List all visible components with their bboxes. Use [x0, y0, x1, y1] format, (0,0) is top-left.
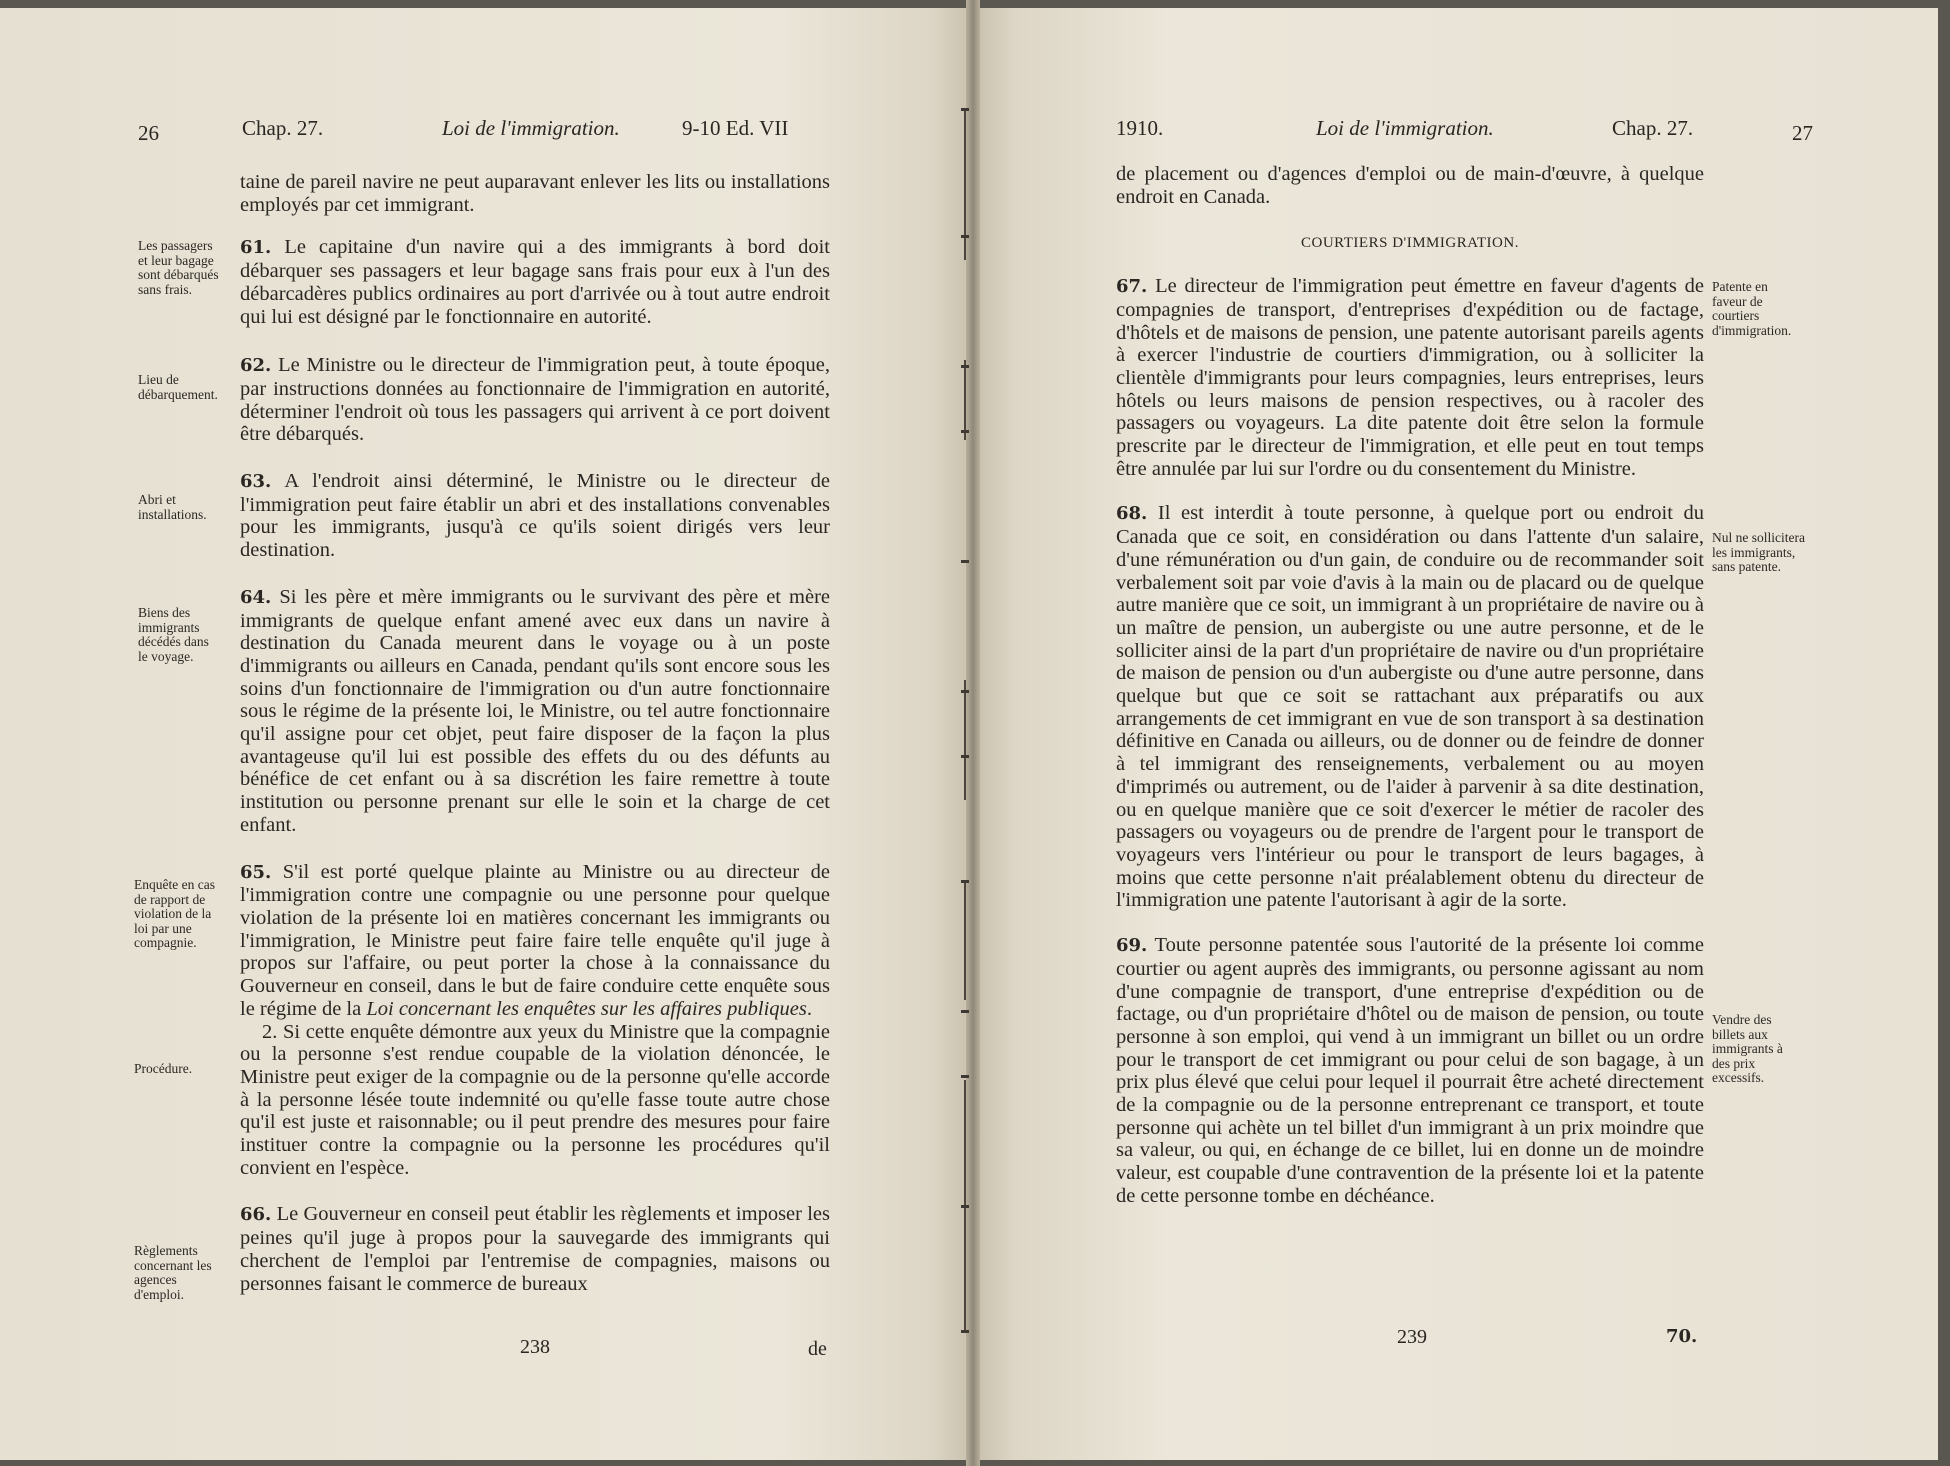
right-catchword: 70. — [1666, 1326, 1698, 1347]
margin-note-68: Nul ne sollicitera les immigrants, sans patente. — [1712, 530, 1805, 574]
binding-stitch — [961, 560, 969, 563]
binding-stitch — [961, 1205, 969, 1208]
right-running-title: Loi de l'immigration. — [1316, 116, 1494, 140]
left-catchword: de — [808, 1338, 827, 1360]
binding-stitch — [961, 1075, 969, 1078]
section-63: 63. A l'endroit ainsi déterminé, le Ministre ou le directeur de l'immigration peut faire établir un abri et des installations convenables pour les immigrants, jusqu'à ce qu'ils soient dirigés vers leur destination. — [240, 470, 830, 562]
section-62: 62. Le Ministre ou le directeur de l'immigration peut, à toute époque, par instructions données au fonctionnaire de l'immigration en autorité, déterminer l'endroit où tous les passagers qui arrivent à ce port doivent être débarqués. — [240, 354, 830, 446]
margin-note-65-2: Procédure. — [134, 1061, 193, 1076]
section-69: 69. Toute personne patentée sous l'autorité de la présente loi comme courtier ou agent auprès des immigrants, ou personne agissant au nom d'une compagnie de transport, d'une entreprise d'expédition ou de factage, ou d'un propriétaire d'hôtel ou de maison de pension, ou toute personne à son emploi, qui vend à un immigrant un billet ou un ordre pour le transport de cet immigrant ou pour celui de son bagage, à un prix plus élevé que celui pour lequel il pourrait être acheté directement de la compagnie ou de la personne entreprenant ce transport, et toute personne qui achète un tel billet d'un immigrant à un prix moindre que sa valeur, ou qui, en échange de ce billet, lui en donne un de moindre valeur, est coupable d'une contravention de la présente loi et la patente de cette personne tombe en déchéance. — [1116, 934, 1704, 1207]
left-edition: 9-10 Ed. VII — [682, 116, 789, 140]
right-footer-number: 239 — [1397, 1326, 1427, 1348]
binding-stitch — [961, 1010, 969, 1013]
section-heading: COURTIERS D'IMMIGRATION. — [1301, 235, 1519, 252]
margin-note-69: Vendre des billets aux immigrants à des prix excessifs. — [1712, 1012, 1783, 1085]
binding-stitch — [961, 690, 969, 693]
binding-stitch — [961, 430, 969, 433]
section-65-2: 2. Si cette enquête démontre aux yeux du Ministre que la compagnie ou la personne s'est rendue coupable de la violation dénoncée, le Ministre peut exiger de la compagnie ou de la personne qu'elle accorde à la personne lésée toute indemnité ou qu'elle fasse toute autre chose qu'il est juste et raisonnable; ou il peut prendre des mesures pour faire instituer contre la compagnie ou la personne les procédures qu'il convient en l'espèce. — [240, 1020, 830, 1179]
binding-thread — [964, 880, 966, 1000]
left-running-title: Loi de l'immigration. — [442, 116, 620, 140]
left-body — [240, 171, 830, 1295]
left-chapter: Chap. 27. — [242, 116, 324, 140]
right-body — [1116, 163, 1704, 1208]
binding-stitch — [961, 108, 969, 111]
left-page — [0, 8, 970, 1460]
binding-stitch — [961, 1330, 969, 1333]
section-67: 67. Le directeur de l'immigration peut émettre en faveur d'agents de compagnies de transport, d'entreprises d'expédition ou de factage, d'hôtels et de maisons de pension, une patente autorisant pareils agents à exercer l'industrie de courtiers d'immigration, ou à solliciter la clientèle d'immigrants pour leurs compagnies, leurs entreprises, leurs hôtels ou leurs maisons de pension respectives, ou à racoler des passagers ou voyageurs. La dite patente doit être selon la formule prescrite par le directeur de l'immigration, et elle peut en tout temps être annulée par lui sur l'ordre ou du consentement du Ministre. — [1116, 275, 1705, 480]
left-footer-number: 238 — [520, 1336, 550, 1358]
continuation-text: taine de pareil navire ne peut auparavant enlever les lits ou installations employés par cet immigrant. — [240, 171, 830, 216]
section-64: 64. Si les père et mère immigrants ou le survivant des père et mère immigrants de quelque enfant amené avec eux dans un navire à destination du Canada meurent dans le voyage ou à un poste d'immigrants ou ailleurs en Canada, pendant qu'ils sont encore sous les soins d'un fonctionnaire de l'immigration ou d'un autre fonctionnaire sous le régime de la présente loi, le Ministre, ou tel autre fonctionnaire qu'il assigne pour cet objet, peut faire disposer de la façon la plus avantageuse qu'il lui est possible des effets du ou des défunts au bénéfice de cet enfant ou à sa discrétion les faire remettre à toute institution ou personne prenant sur elle le soin et la charge de cet enfant. — [240, 585, 831, 836]
continuation-text: de placement ou d'agences d'emploi ou de main-d'œuvre, à quelque endroit en Canada. — [1116, 163, 1704, 208]
book-gutter — [966, 0, 980, 1466]
section-61: 61. Le capitaine d'un navire qui a des immigrants à bord doit débarquer ses passagers et leur bagage sans frais pour eux à l'un des débarcadères publics ordinaires au port d'arrivée ou à tout autre endroit qui lui est désigné par le fonctionnaire en autorité. — [240, 236, 830, 328]
binding-stitch — [961, 365, 969, 368]
left-page-number: 26 — [138, 121, 159, 145]
right-page-number: 27 — [1792, 121, 1813, 145]
binding-stitch — [961, 755, 969, 758]
section-65: 65. S'il est porté quelque plainte au Ministre ou au directeur de l'immigration contre une compagnie ou une personne pour quelque violation de la présente loi en matières concernant les immigrants ou l'immigration, le Ministre peut faire faire telle enquête qu'il juge à propos sur l'affaire, ou peut porter la chose à la connaissance du Gouverneur en conseil, dans le but de faire conduire cette enquête sous le régime de la Loi concernant les enquêtes sur les affaires publiques. — [240, 860, 830, 1020]
margin-note-62: Lieu de débarquement. — [138, 372, 218, 402]
section-68: 68. Il est interdit à toute personne, à quelque port ou endroit du Canada que ce soit, en considération ou dans l'attente d'un salaire, d'une rémunération ou d'un gain, de conduire ou de recommander soit verbalement soit par voie d'avis à la main ou de placard ou de quelque autre manière que ce soit, un immigrant à un propriétaire de navire ou à un maître de pension, un aubergiste ou une autre personne, et de le solliciter ainsi de la part d'un propriétaire de navire ou d'un propriétaire de maison de pension ou d'un aubergiste ou d'une autre personne, dans quelque but que ce soit se rattachant aux préparatifs ou aux arrangements de cet immigrant en vue de son transport à sa destination définitive en Canada ou ailleurs, ou de donner ou de feindre de donner à tel immigrant des renseignements, verbalement ou au moyen d'imprimés ou autrement, ou de l'aider à parvenir à sa dite destination, ou en quelque manière que ce soit d'exercer le métier de racoler des passagers ou voyageurs ou de prendre de l'argent pour le transport de voyageurs vers l'intérieur ou pour le transport de leurs bagages, à moins que cette personne n'ait préalablement obtenu du directeur de l'immigration une patente l'autorisant à agir de la sorte. — [1116, 502, 1704, 912]
margin-note-65: Enquête en cas de rapport de violation de la loi par une compagnie. — [134, 877, 215, 950]
binding-thread — [964, 360, 966, 440]
right-year: 1910. — [1116, 116, 1164, 140]
section-66: 66. Le Gouverneur en conseil peut établir les règlements et imposer les peines qu'il juge à propos pour la sauvegarde des immigrants qui cherchent de l'emploi par l'entremise de compagnies, maisons ou personnes faisant le commerce de bureaux — [240, 1203, 830, 1295]
binding-thread — [964, 680, 966, 800]
margin-note-67: Patente en faveur de courtiers d'immigration. — [1712, 279, 1792, 338]
right-page — [976, 8, 1938, 1460]
binding-stitch — [961, 235, 969, 238]
margin-note-66: Règlements concernant les agences d'emploi. — [134, 1243, 212, 1302]
binding-stitch — [961, 880, 969, 883]
margin-note-61: Les passagers et leur bagage sont débarqués sans frais. — [138, 238, 219, 297]
margin-note-64: Biens des immigrants décédés dans le voyage. — [138, 605, 209, 664]
right-chapter: Chap. 27. — [1612, 116, 1694, 140]
margin-note-63: Abri et installations. — [138, 492, 207, 522]
